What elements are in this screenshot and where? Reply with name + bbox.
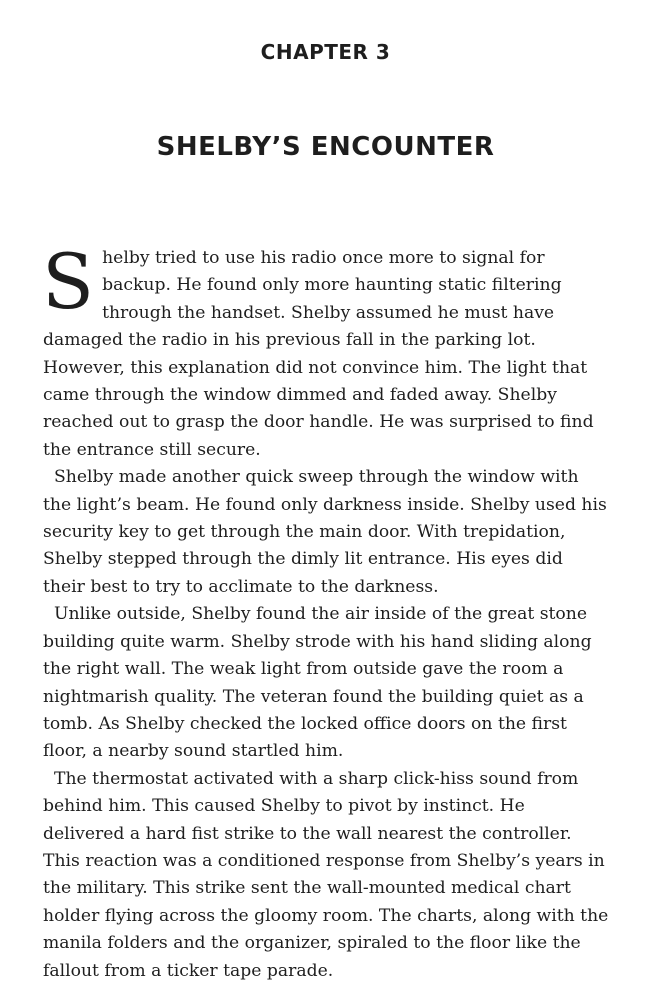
drop-cap: S — [42, 237, 95, 326]
chapter-body — [42, 237, 610, 985]
paragraph-1-text: helby tried to use his radio once more to signal for backup. He found only more haunting static filtering through the handset. Shelby assumed he must have damaged the radio in his previous fall in the parking lot. However, this explanation did not convince him. The light that came through the window dimmed and faded away. Shelby reached out to grasp the door handle. He was surprised to find the entrance still secure. — [43, 248, 594, 460]
paragraph-1 — [42, 237, 610, 464]
chapter-label: CHAPTER 3 — [260, 40, 391, 64]
paragraph-4: The thermostat activated with a sharp click-hiss sound from behind him. This caused Shelby to pivot by instinct. He delivered a hard fist strike to the wall nearest the controller. This reaction was a conditioned response from Shelby’s years in the military. This strike sent the wall-mounted medical chart holder flying across the gloomy room. The charts, along with the manila folders and the organizer, spiraled to the floor like the fallout from a ticker tape parade. — [43, 768, 609, 981]
chapter-title: SHELBY’S ENCOUNTER — [156, 132, 495, 162]
paragraph-3: Unlike outside, Shelby found the air inside of the great stone building quite warm. Shelby strode with his hand sliding along the right wall. The weak light from outside gave the room a nightmarish quality. The veteran found the building quiet as a tomb. As Shelby checked the locked office doors on the first floor, a nearby sound startled him. — [43, 604, 592, 762]
paragraph-2: Shelby made another quick sweep through the window with the light’s beam. He found only darkness inside. Shelby used his security key to get through the main door. With trepidation, Shelby stepped through the dimly lit entrance. His eyes did their best to try to acclimate to the darkness. — [43, 467, 607, 597]
